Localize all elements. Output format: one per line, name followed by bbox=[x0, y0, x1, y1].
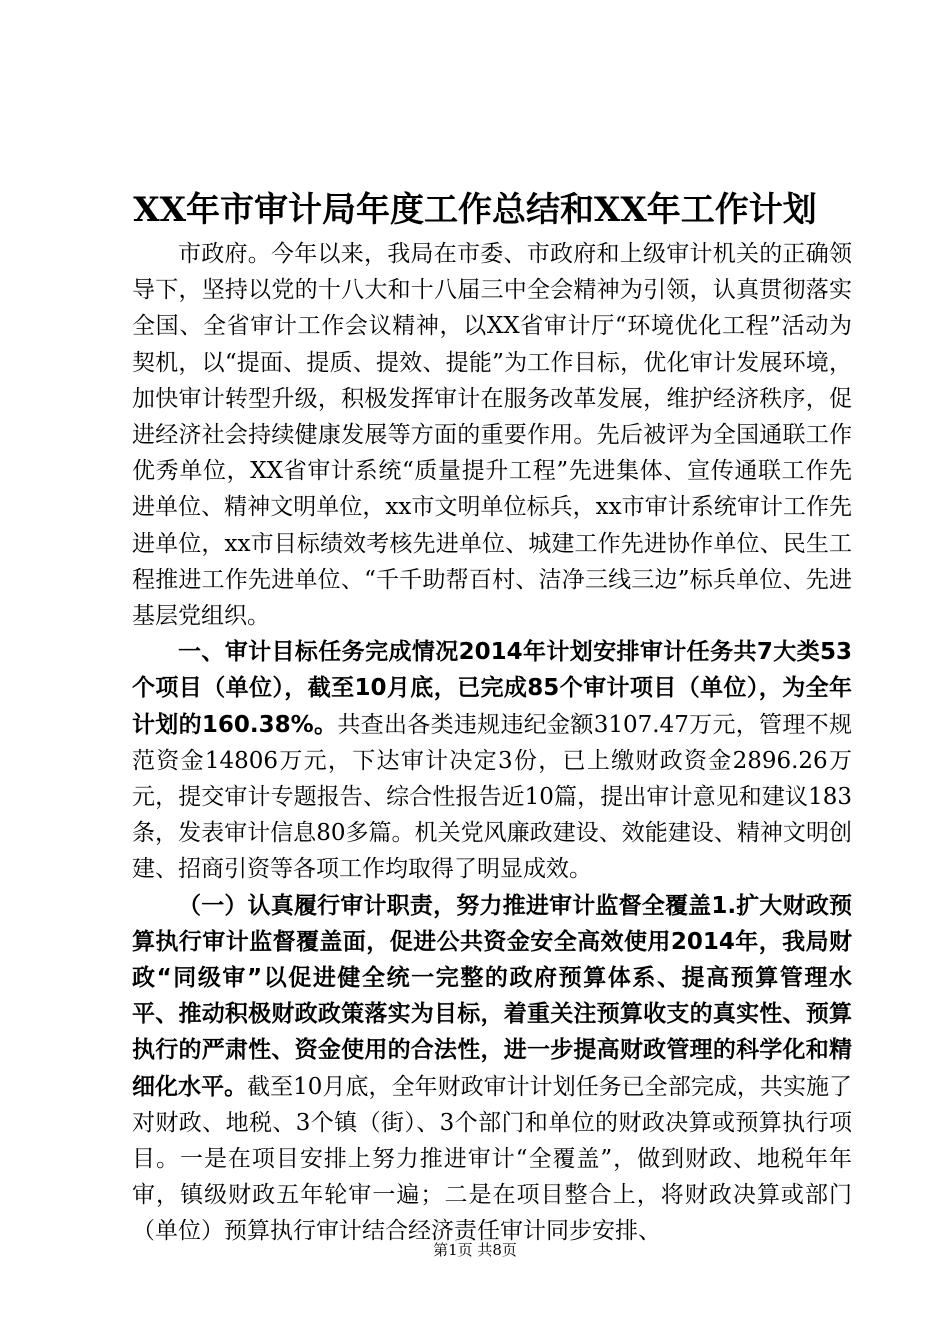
paragraph-intro: 市政府。今年以来，我局在市委、市政府和上级审计机关的正确领导下，坚持以党的十八大和十八届三中全会精神为引领，认真贯彻落实全国、全省审计工作会议精神，以XX省审计厅“环境优化工程”活动为契机，以“提面、提质、提效、提能”为工作目标，优化审计发展环境，加快审计转型升级，积极发挥审计在服务改革发展，维护经济秩序，促进经济社会持续健康发展等方面的重要作用。先后被评为全国通联工作优秀单位，XX省审计系统“质量提升工程”先进集体、宣传通联工作先进单位、精神文明单位，xx市文明单位标兵，xx市审计系统审计工作先进单位，xx市目标绩效考核先进单位、城建工作先进协作单位、民生工程推进工作先进单位、“千千助帮百村、洁净三线三边”标兵单位、先进基层党组织。 bbox=[132, 241, 852, 630]
section-one-heading: 一、审计目标任务完成情况2014年计划安排审计任务共7大类53个项目（单位），截至10月底，已完成85个审计项目（单位），为全年计划的160.38%。 bbox=[132, 639, 852, 738]
paragraph-subsection-one bbox=[132, 888, 852, 1250]
document-body bbox=[132, 236, 852, 1250]
subsection-one-body: 截至10月底，全年财政审计计划任务已全部完成，共实施了对财政、地税、3个镇（街）、3个部门和单位的财政决算或预算执行项目。一是在项目安排上努力推进审计“全覆盖”，做到财政、地税年年审，镇级财政五年轮审一遍；二是在项目整合上，将财政决算或部门（单位）预算执行审计结合经济责任审计同步安排、 bbox=[132, 1073, 852, 1245]
document-title: XX年市审计局年度工作总结和XX年工作计划 bbox=[133, 190, 817, 230]
page-footer: 第1页 共8页 bbox=[433, 1241, 517, 1259]
subsection-one-heading: （一）认真履行审计职责，努力推进审计监督全覆盖1.扩大财政预算执行审计监督覆盖面，促进公共资金安全高效使用2014年，我局财政“同级审”以促进健全统一完整的政府预算体系、提高预算管理水平、推动积极财政政策落实为目标，着重关注预算收支的真实性、预算执行的严肃性、资金使用的合法性，进一步提高财政管理的科学化和精细化水平。 bbox=[132, 892, 852, 1100]
section-one-body: 共查出各类违规违纪金额3107.47万元，管理不规范资金14806万元，下达审计决定3份，已上缴财政资金2896.26万元，提交审计专题报告、综合性报告近10篇，提出审计意见和建议183条，发表审计信息80多篇。机关党风廉政建设、效能建设、精神文明创建、招商引资等各项工作均取得了明显成效。 bbox=[132, 711, 852, 883]
paragraph-section-one bbox=[132, 634, 852, 887]
